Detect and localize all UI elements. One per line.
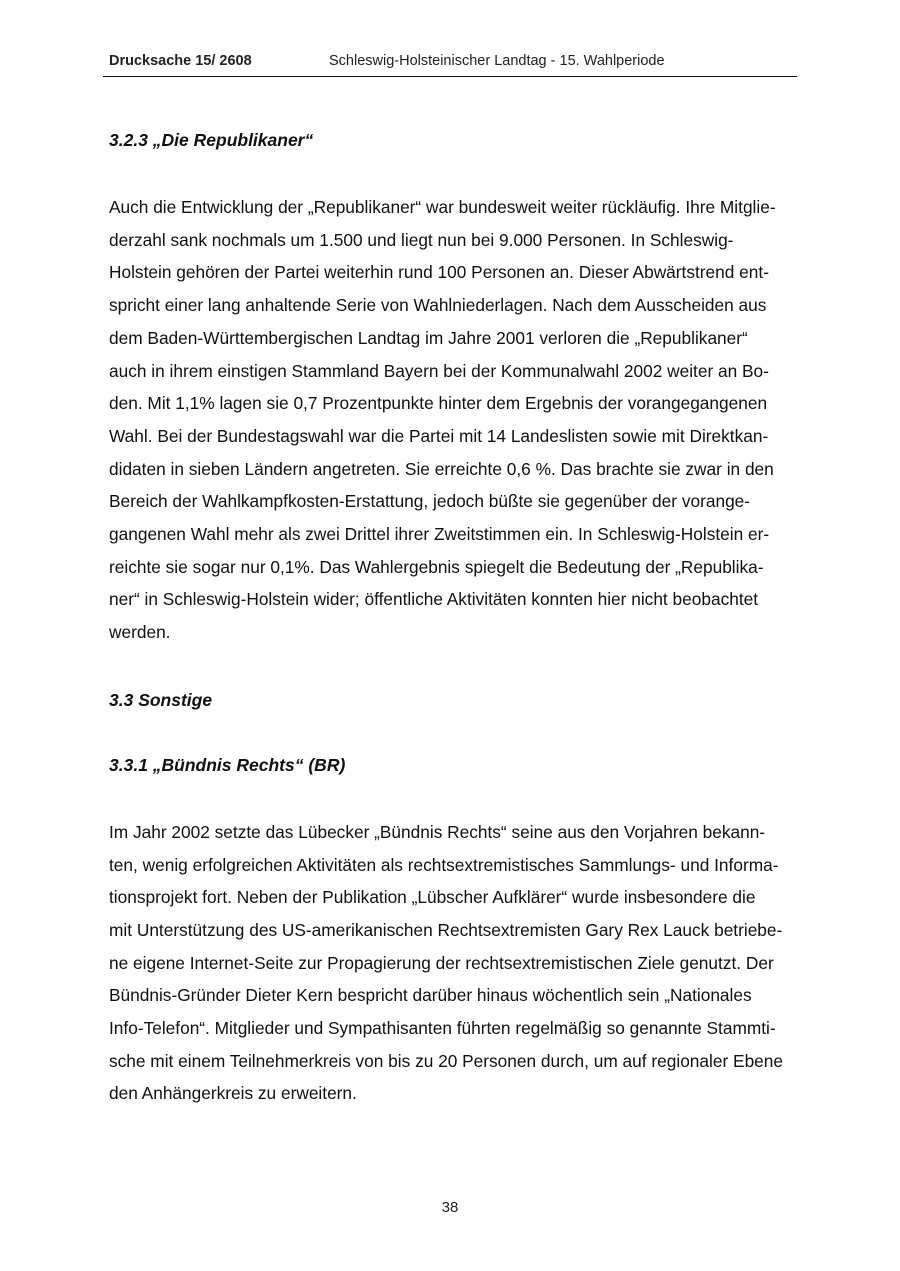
section-heading-republikaner: 3.2.3 „Die Republikaner“ bbox=[109, 130, 314, 150]
text-line: mit Unterstützung des US-amerikanischen Rechtsextremisten Gary Rex Lauck betriebe- bbox=[109, 919, 783, 940]
text-line: Info-Telefon“. Mitglieder und Sympathisanten führten regelmäßig so genannte Stammti- bbox=[109, 1018, 776, 1039]
paragraph-republikaner bbox=[109, 191, 794, 649]
section-heading-buendnis-rechts: 3.3.1 „Bündnis Rechts“ (BR) bbox=[109, 754, 346, 775]
page-header bbox=[103, 52, 797, 77]
text-line: Bündnis-Gründer Dieter Kern bespricht darüber hinaus wöchentlich sein „Nationales bbox=[109, 985, 752, 1006]
text-line: dem Baden-Württembergischen Landtag im Jahre 2001 verloren die „Republikaner“ bbox=[109, 327, 748, 348]
text-line: tionsprojekt fort. Neben der Publikation „Lübscher Aufklärer“ wurde insbesondere die bbox=[109, 887, 756, 908]
text-line: Bereich der Wahlkampfkosten-Erstattung, jedoch büßte sie gegenüber der vorange- bbox=[109, 491, 751, 512]
text-line: auch in ihrem einstigen Stammland Bayern bei der Kommunalwahl 2002 weiter an Bo- bbox=[109, 360, 769, 381]
text-line: reichte sie sogar nur 0,1%. Das Wahlergebnis spiegelt die Bedeutung der „Republika- bbox=[109, 556, 764, 577]
document-number: Drucksache 15/ 2608 bbox=[109, 53, 252, 69]
text-line: den Anhängerkreis zu erweitern. bbox=[109, 1083, 357, 1104]
page-number: 38 bbox=[441, 1199, 459, 1216]
text-line: Im Jahr 2002 setzte das Lübecker „Bündnis Rechts“ seine aus den Vorjahren bekann- bbox=[109, 821, 766, 842]
text-line: Holstein gehören der Partei weiterhin rund 100 Personen an. Dieser Abwärtstrend ent- bbox=[109, 262, 769, 283]
text-line: ten, wenig erfolgreichen Aktivitäten als rechtsextremistisches Sammlungs- und Informa- bbox=[109, 854, 779, 875]
text-line: Auch die Entwicklung der „Republikaner“ war bundesweit weiter rückläufig. Ihre Mitglie- bbox=[109, 197, 776, 217]
text-line: Wahl. Bei der Bundestagswahl war die Partei mit 14 Landeslisten sowie mit Direktkan- bbox=[109, 425, 769, 446]
text-line: werden. bbox=[109, 622, 171, 643]
text-line: derzahl sank nochmals um 1.500 und liegt nun bei 9.000 Personen. In Schleswig- bbox=[109, 229, 734, 250]
text-line: spricht einer lang anhaltende Serie von Wahlniederlagen. Nach dem Ausscheiden aus bbox=[109, 295, 767, 316]
text-line: ne eigene Internet-Seite zur Propagierung der rechtsextremistischen Ziele genutzt. Der bbox=[109, 952, 774, 973]
text-line: den. Mit 1,1% lagen sie 0,7 Prozentpunkte hinter dem Ergebnis der vorangegangenen bbox=[109, 393, 768, 414]
text-line: didaten in sieben Ländern angetreten. Sie erreichte 0,6 %. Das brachte sie zwar in den bbox=[109, 458, 774, 479]
section-heading-sonstige: 3.3 Sonstige bbox=[109, 689, 213, 710]
paragraph-buendnis-rechts bbox=[109, 816, 794, 1110]
text-line: gangenen Wahl mehr als zwei Drittel ihrer Zweitstimmen ein. In Schleswig-Holstein er- bbox=[109, 524, 770, 545]
parliament-title: Schleswig-Holsteinischer Landtag - 15. Wahlperiode bbox=[329, 53, 665, 69]
text-line: ner“ in Schleswig-Holstein wider; öffentliche Aktivitäten konnten hier nicht beobachtet bbox=[109, 589, 759, 610]
text-line: sche mit einem Teilnehmerkreis von bis zu 20 Personen durch, um auf regionaler Ebene bbox=[109, 1050, 784, 1071]
page-content bbox=[109, 126, 794, 1110]
